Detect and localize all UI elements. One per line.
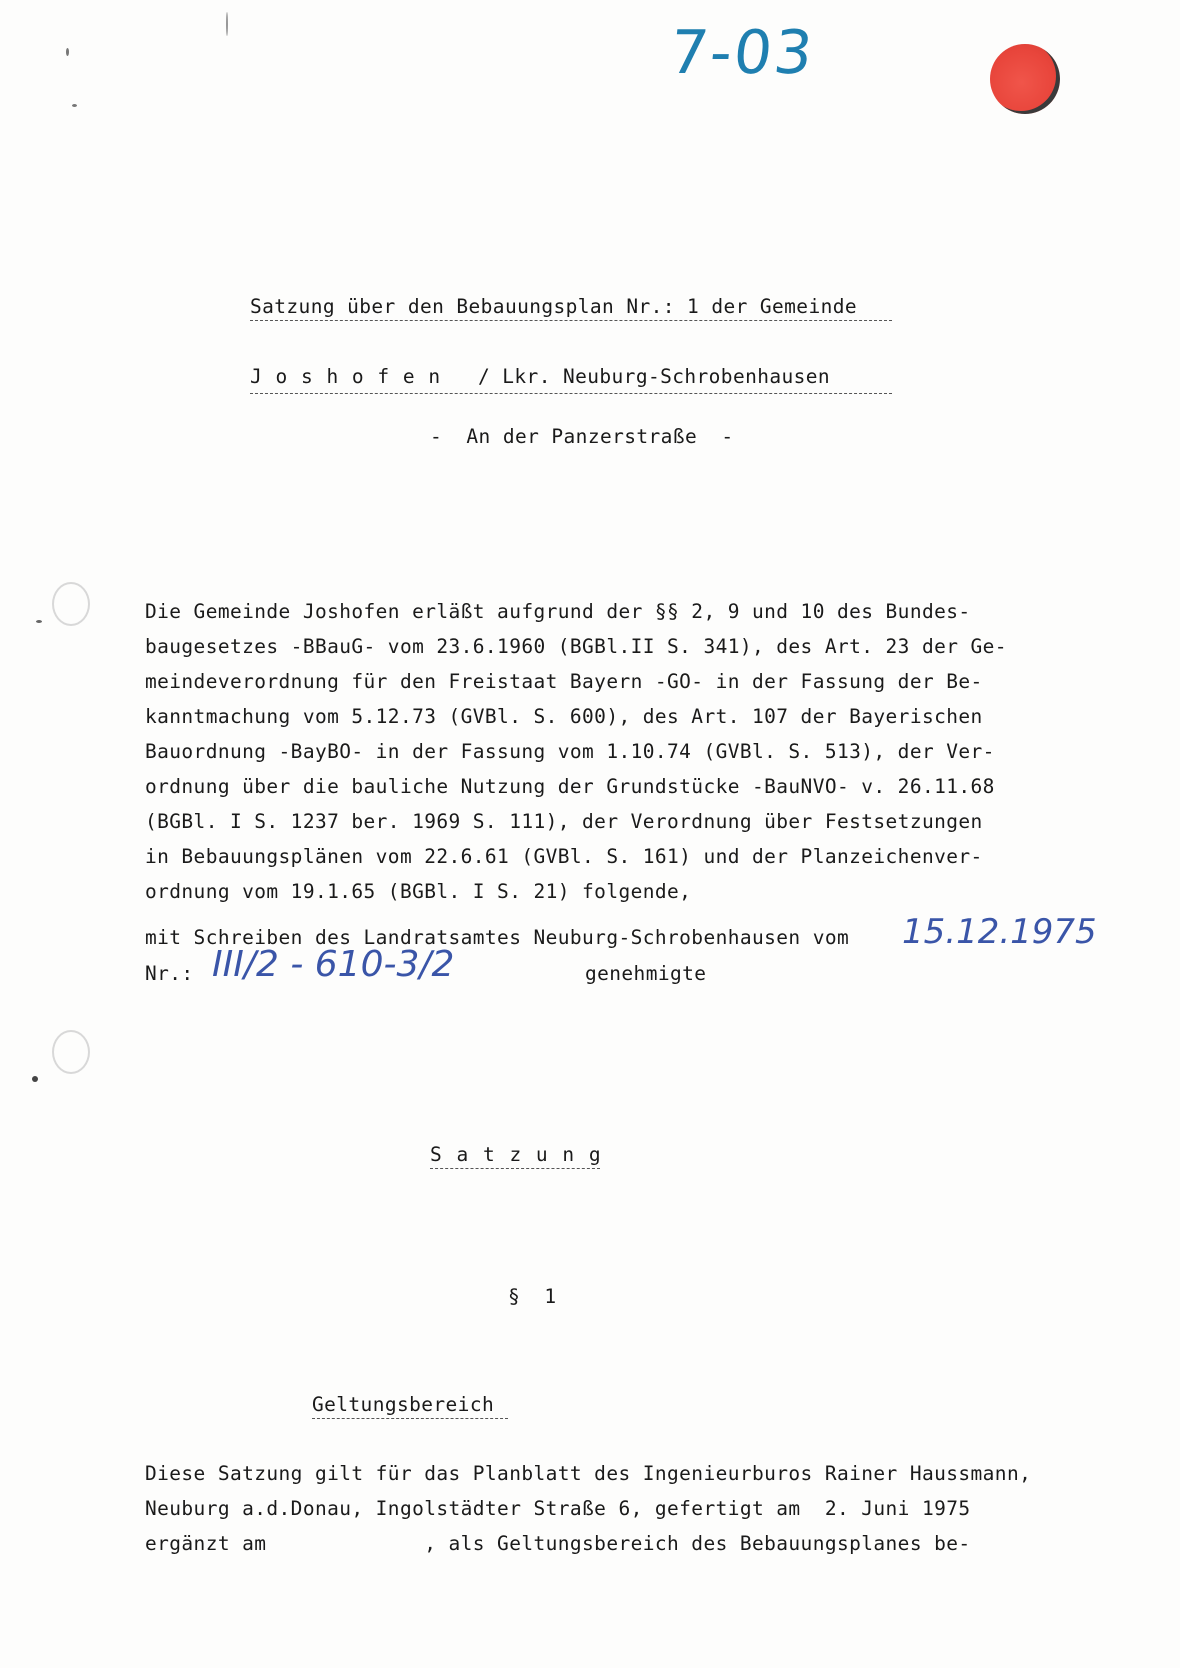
- approved-word: genehmigte: [585, 962, 707, 985]
- section-line: Diese Satzung gilt für das Planblatt des Ingenieurburos Rainer Haussmann,: [145, 1462, 1032, 1485]
- speck: [66, 48, 69, 56]
- file-number-handwritten: III/2 - 610-3/2: [212, 944, 455, 985]
- approval-date-handwritten: 15.12.1975: [902, 912, 1097, 952]
- satzung-heading: S a t z u n g: [430, 1143, 603, 1166]
- preamble-line: Die Gemeinde Joshofen erläßt aufgrund der §§ 2, 9 und 10 des Bundes-: [145, 600, 971, 623]
- preamble-line: Bauordnung -BayBO- in der Fassung vom 1.10.74 (GVBl. S. 513), der Ver-: [145, 740, 995, 763]
- preamble-line: baugesetzes -BBauG- vom 23.6.1960 (BGBl.II S. 341), des Art. 23 der Ge-: [145, 635, 1007, 658]
- punch-hole-upper: [52, 582, 90, 626]
- speck: [72, 104, 77, 107]
- municipality-underline: [250, 393, 892, 394]
- approval-line: mit Schreiben des Landratsamtes Neuburg-Schrobenhausen vom: [145, 926, 850, 949]
- red-marker-dot: [990, 44, 1060, 114]
- number-label: Nr.:: [145, 962, 194, 985]
- speck: [32, 1076, 38, 1082]
- section-line: ergänzt am , als Geltungsbereich des Bebauungsplanes be-: [145, 1532, 971, 1555]
- preamble-line: ordnung über die bauliche Nutzung der Grundstücke -BauNVO- v. 26.11.68: [145, 775, 995, 798]
- document-title: Satzung über den Bebauungsplan Nr.: 1 der Gemeinde: [250, 295, 857, 318]
- section-line: Neuburg a.d.Donau, Ingolstädter Straße 6, gefertigt am 2. Juni 1975: [145, 1497, 971, 1520]
- preamble-line: in Bebauungsplänen vom 22.6.61 (GVBl. S. 161) und der Planzeichenver-: [145, 845, 983, 868]
- title-underline: [250, 320, 892, 321]
- plan-location: - An der Panzerstraße -: [430, 425, 734, 448]
- satzung-underline: [430, 1168, 600, 1169]
- section-title: Geltungsbereich: [312, 1393, 495, 1416]
- section-title-underline: [312, 1418, 508, 1419]
- preamble-line: meindeverordnung für den Freistaat Bayern -GO- in der Fassung der Be-: [145, 670, 983, 693]
- speck: [226, 12, 228, 36]
- file-reference-mark: 7-03: [666, 18, 818, 88]
- preamble-line: (BGBl. I S. 1237 ber. 1969 S. 111), der Verordnung über Festsetzungen: [145, 810, 983, 833]
- speck: [36, 620, 42, 623]
- punch-hole-lower: [52, 1030, 90, 1074]
- section-number: § 1: [508, 1285, 557, 1308]
- preamble-line: kanntmachung vom 5.12.73 (GVBl. S. 600), des Art. 107 der Bayerischen: [145, 705, 983, 728]
- preamble-line: ordnung vom 19.1.65 (BGBl. I S. 21) folgende,: [145, 880, 692, 903]
- municipality-name: J o s h o f e n: [250, 365, 442, 388]
- district-name: / Lkr. Neuburg-Schrobenhausen: [478, 365, 831, 388]
